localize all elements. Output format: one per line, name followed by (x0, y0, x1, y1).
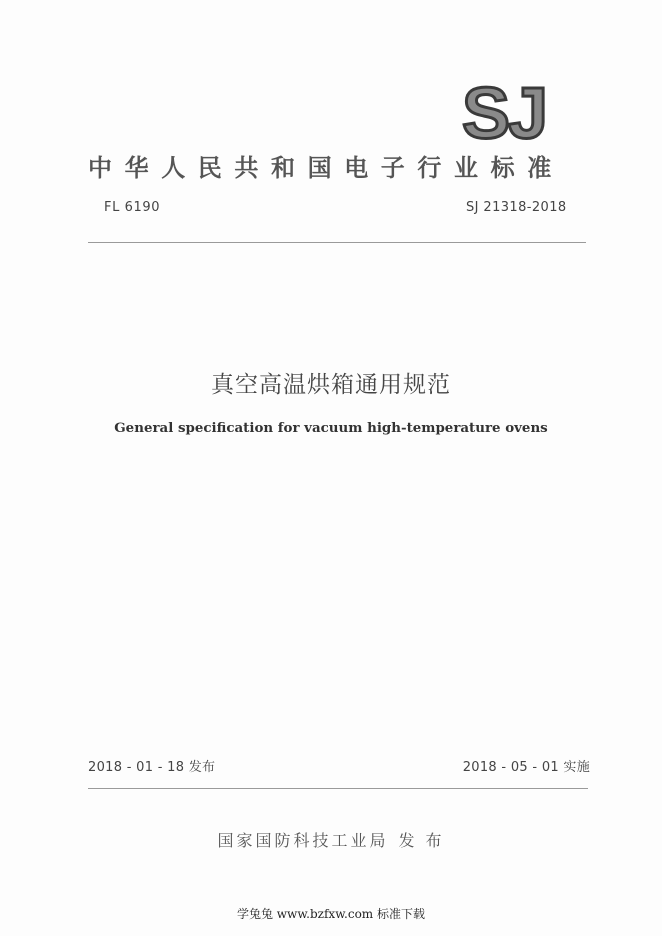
top-divider (88, 242, 586, 243)
sj-logo-letters: SJ (462, 78, 547, 144)
effective-date: 2018 - 05 - 01 实施 (462, 760, 590, 775)
title-chinese: 真空高温烘箱通用规范 (211, 372, 451, 398)
footer-watermark: 学兔兔 www.bzfxw.com 标准下载 (236, 907, 426, 921)
org-title: 中华人民共和国电子行业标准 (88, 154, 564, 182)
sj-logo (460, 78, 564, 144)
title-english: General specification for vacuum high-temperature ovens (114, 420, 548, 436)
issuer-name: 国家国防科技工业局 (217, 831, 389, 850)
classification-code: FL 6190 (104, 200, 161, 215)
standard-number: SJ 21318-2018 (466, 200, 567, 215)
issuer-verb: 发 布 (398, 831, 445, 850)
issue-date: 2018 - 01 - 18 发布 (88, 760, 216, 775)
issuer (0, 828, 662, 851)
bottom-divider (88, 788, 588, 789)
sj-logo-mark (460, 78, 564, 144)
